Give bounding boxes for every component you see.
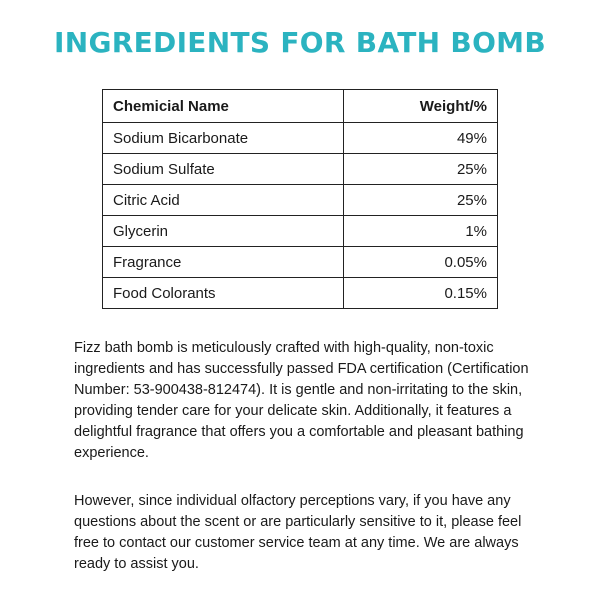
column-header-chemical-name: Chemicial Name: [103, 90, 344, 123]
chemical-name-cell: Sodium Bicarbonate: [103, 123, 344, 154]
chemical-name-cell: Glycerin: [103, 216, 344, 247]
table-body: [103, 123, 498, 309]
table-row: [103, 216, 498, 247]
ingredients-table: [102, 89, 498, 309]
page-title: INGREDIENTS FOR BATH BOMB: [54, 26, 546, 59]
table-header: [103, 90, 498, 123]
chemical-name-cell: Citric Acid: [103, 185, 344, 216]
description-paragraph-scent-note: However, since individual olfactory perceptions vary, if you have any questions about the scent or are particularly sensitive to it, please feel free to contact our customer service team at any time. We are always ready to assist you.: [74, 493, 522, 572]
weight-cell: 49%: [344, 123, 498, 154]
weight-cell: 25%: [344, 154, 498, 185]
weight-cell: 0.05%: [344, 247, 498, 278]
table-row: [103, 247, 498, 278]
chemical-name-cell: Food Colorants: [103, 278, 344, 309]
table-row: [103, 185, 498, 216]
chemical-name-cell: Fragrance: [103, 247, 344, 278]
description-paragraph-quality: Fizz bath bomb is meticulously crafted with high-quality, non-toxic ingredients and has successfully passed FDA certification (Certification Number: 53-900438-812474). It is gentle and non-irritating to the skin, providing tender care for your delicate skin. Additionally, it features a delightful fragrance that offers you a comfortable and pleasant bathing experience.: [74, 340, 529, 461]
weight-cell: 25%: [344, 185, 498, 216]
table-row: [103, 278, 498, 309]
column-header-weight: Weight/%: [344, 90, 498, 123]
table-row: [103, 123, 498, 154]
weight-cell: 1%: [344, 216, 498, 247]
table-header-row: [103, 90, 498, 123]
table-row: [103, 154, 498, 185]
weight-cell: 0.15%: [344, 278, 498, 309]
chemical-name-cell: Sodium Sulfate: [103, 154, 344, 185]
